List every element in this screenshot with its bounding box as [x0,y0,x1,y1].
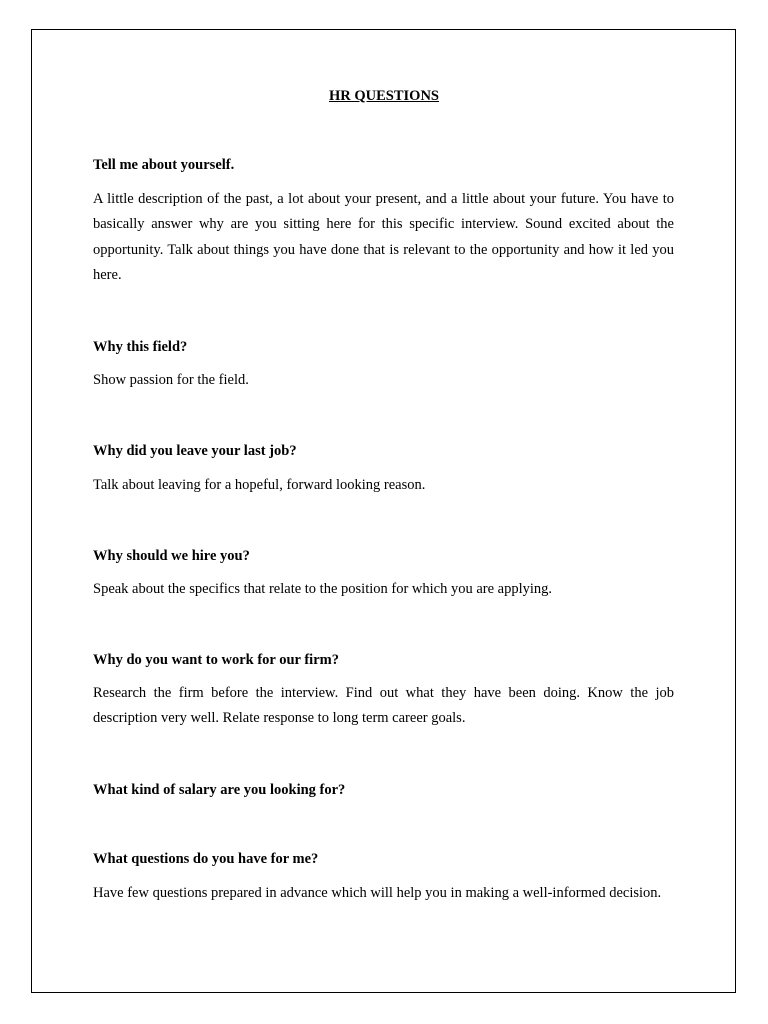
answer-why-hire-you: Speak about the specifics that relate to the position for which you are applying. [93,581,553,597]
question-why-our-firm: Why do you want to work for our firm? [93,652,339,668]
answer-why-this-field: Show passion for the field. [93,372,249,388]
question-why-hire-you: Why should we hire you? [93,548,250,564]
question-questions-for-me: What questions do you have for me? [93,851,319,867]
answer-why-leave-last-job: Talk about leaving for a hopeful, forward looking reason. [93,477,426,493]
answer-questions-for-me: Have few questions prepared in advance which will help you in making a well-informed decision. [93,885,662,901]
answer-why-our-firm: Research the firm before the interview. Find out what they have been doing. Know the job description very well. Relate response to long term career goals. [93,685,674,727]
question-tell-me-about-yourself: Tell me about yourself. [93,157,235,173]
answer-tell-me-about-yourself: A little description of the past, a lot about your present, and a little about your future. You have to basically answer why are you sitting here for this specific interview. Sound excited about the opportunity. Talk about things you have done that is relevant to the opportunity and how it led you here. [93,191,674,283]
question-why-leave-last-job: Why did you leave your last job? [93,443,297,459]
document-title: HR QUESTIONS [329,88,439,104]
question-salary: What kind of salary are you looking for? [93,782,346,798]
question-why-this-field: Why this field? [93,339,188,355]
